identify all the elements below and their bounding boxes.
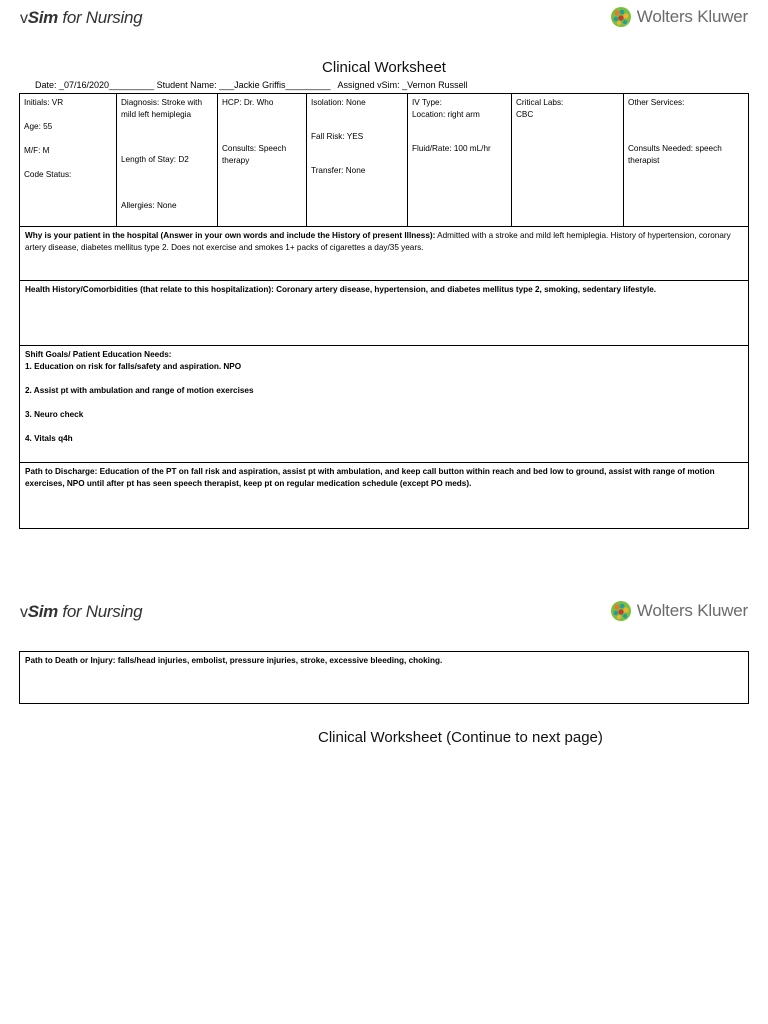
col-labs (511, 94, 623, 226)
page-title: Clinical Worksheet (322, 59, 446, 76)
wolters-kluwer-globe-icon (610, 600, 632, 622)
brand-header (20, 6, 748, 34)
path-to-death-section: Path to Death or Injury: falls/head injuries, embolist, pressure injuries, stroke, excessive bleeding, choking. (25, 656, 443, 665)
transfer: Transfer: None (311, 166, 366, 175)
why-text: Admitted with a stroke and mild left hemiplegia. History of hypertension, coronary artery disease, diabetes mellitus type 2. Does not exercise and smokes 1+ packs of cigarettes a day/35 years. (25, 231, 731, 252)
allergies: Allergies: None (121, 201, 177, 210)
path-to-discharge-section: Path to Discharge: Education of the PT on fall risk and aspiration, assist pt with ambulation, and keep call button within reach and bed low to ground, assist with range of motion exercises, NPO until after pt has seen speech therapist, keep pt on regular medication schedule (except PO meds). (20, 462, 748, 528)
fall-risk: Fall Risk: YES (311, 132, 364, 141)
consults: Consults: Speech therapy (222, 144, 287, 165)
other-services: Other Services: (628, 98, 685, 107)
sex: M/F: M (24, 146, 50, 155)
shift-goals-section (20, 345, 748, 462)
fluid-rate: Fluid/Rate: 100 mL/hr (412, 144, 491, 153)
diagnosis: Diagnosis: Stroke with mild left hemiplegia (121, 98, 202, 119)
length-of-stay: Length of Stay: D2 (121, 155, 189, 164)
col-diagnosis (116, 94, 217, 226)
col-patient (20, 94, 116, 226)
publisher-logo: Wolters Kluwer (610, 6, 748, 28)
shift-goal-item: 2. Assist pt with ambulation and range of motion exercises (25, 386, 254, 395)
vsim-logo: vSim for Nursing (20, 602, 143, 621)
hcp: HCP: Dr. Who (222, 98, 274, 107)
age: Age: 55 (24, 122, 53, 131)
shift-goal-item: 3. Neuro check (25, 410, 84, 419)
code-status: Code Status: (24, 170, 72, 179)
vsim-logo: vSim for Nursing (20, 8, 143, 27)
iv-type: IV Type: (412, 98, 442, 107)
wolters-kluwer-globe-icon (610, 6, 632, 28)
patient-info-grid (20, 94, 748, 226)
col-isolation (306, 94, 407, 226)
health-history-section: Health History/Comorbidities (that relate to this hospitalization): Coronary artery disease, hypertension, and diabetes mellitus type 2, smoking, sedentary lifestyle. (20, 280, 748, 345)
shift-goal-item: 1. Education on risk for falls/safety and aspiration. NPO (25, 362, 242, 371)
col-iv (407, 94, 511, 226)
student-info-line: Date: _07/16/2020_________ Student Name: ___Jackie Griffis_________ Assigned vSim: _Vernon Russell (35, 80, 468, 90)
brand-header-page2 (20, 600, 748, 628)
clinical-worksheet-table (19, 93, 749, 529)
critical-labs: Critical Labs: (516, 98, 564, 107)
initials: Initials: VR (24, 98, 64, 107)
shift-goals-label: Shift Goals/ Patient Education Needs: (25, 350, 172, 359)
why-in-hospital-section (20, 226, 748, 280)
page2-title: Clinical Worksheet (Continue to next page) (318, 729, 603, 746)
iv-location: Location: right arm (412, 110, 480, 119)
publisher-logo: Wolters Kluwer (610, 600, 748, 622)
shift-goal-item: 4. Vitals q4h (25, 434, 73, 443)
consults-needed: Consults Needed: speech therapist (628, 144, 722, 165)
col-hcp (217, 94, 306, 226)
isolation: Isolation: None (311, 98, 366, 107)
path-to-death-table (19, 651, 749, 704)
critical-labs-value: CBC (516, 110, 534, 119)
col-services (623, 94, 743, 226)
why-label: Why is your patient in the hospital (Answer in your own words and include the History of present Illness): (25, 231, 436, 240)
